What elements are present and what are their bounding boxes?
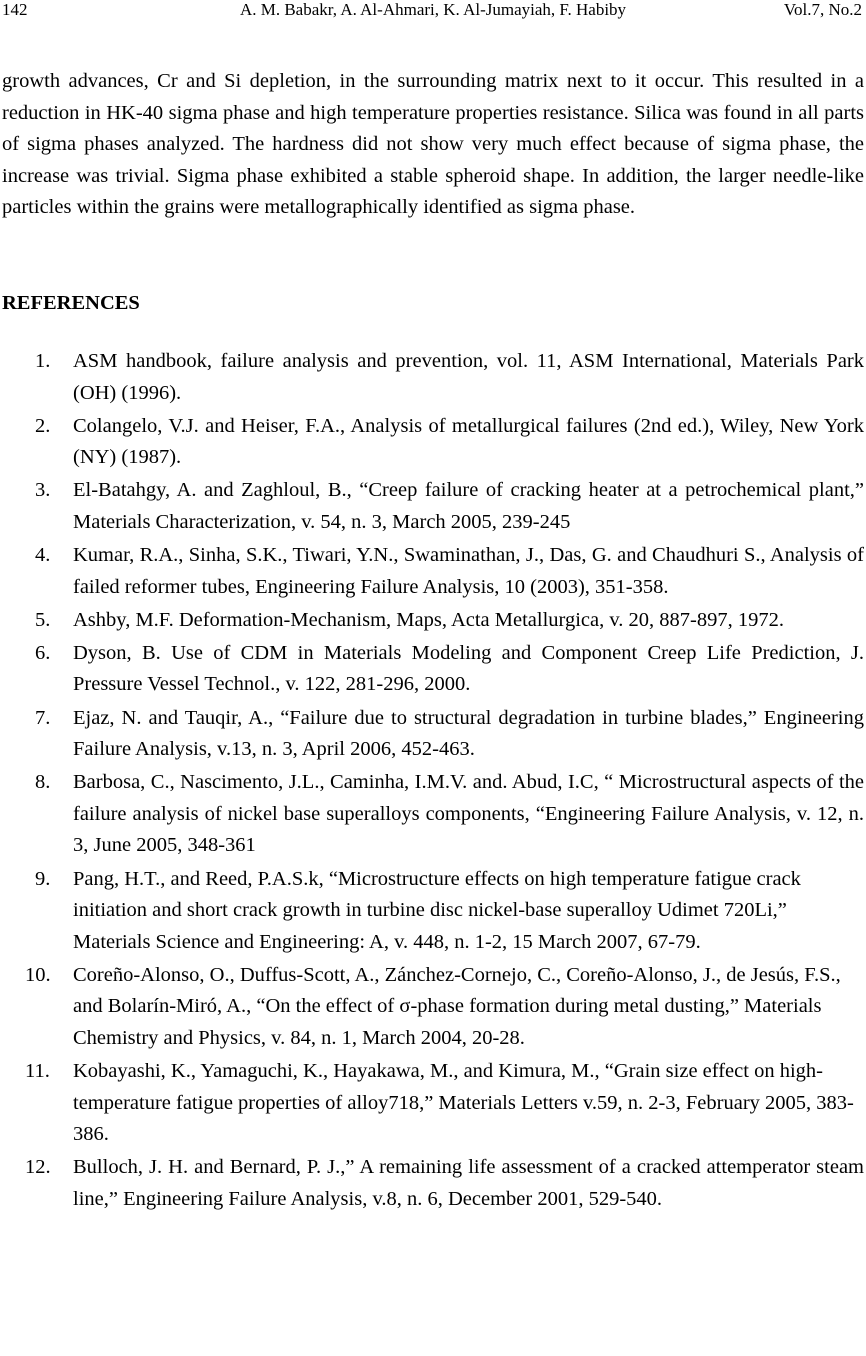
- reference-number: 12.: [25, 1156, 51, 1179]
- reference-item: [0, 960, 864, 1055]
- reference-item: [0, 1152, 864, 1215]
- reference-text: Pang, H.T., and Reed, P.A.S.k, “Microstructure effects on high temperature fatigue crack initiation and short crack growth in turbine disc nickel-base superalloy Udimet 720Li,” Materials Science and Engineering: A, v. 448, n. 1-2, 15 March 2007, 67-79.: [73, 867, 801, 953]
- reference-number: 9.: [35, 867, 51, 890]
- reference-number: 1.: [35, 350, 51, 372]
- volume-info: Vol.7, No.2: [783, 0, 862, 19]
- reference-item: [0, 540, 864, 603]
- reference-text: ASM handbook, failure analysis and prevention, vol. 11, ASM International, Materials Park (OH) (1996).: [73, 350, 864, 404]
- reference-text: Coreño-Alonso, O., Duffus-Scott, A., Zánchez-Cornejo, C., Coreño-Alonso, J., de Jesús, F.S., and Bolarín-Miró, A., “On the effect of σ-phase formation during metal dusting,” Materials Chemistry and Physics, v. 84, n. 1, March 2004, 20-28.: [73, 963, 841, 1049]
- reference-text: Barbosa, C., Nascimento, J.L., Caminha, I.M.V. and. Abud, I.C, “ Microstructural aspects of the failure analysis of nickel base superalloys components, “Engineering Failure Analysis, v. 12, n. 3, June 2005, 348-361: [73, 771, 864, 857]
- reference-text: Ashby, M.F. Deformation-Mechanism, Maps, Acta Metallurgica, v. 20, 887-897, 1972.: [73, 608, 785, 631]
- reference-number: 6.: [35, 641, 51, 664]
- reference-item: [0, 1056, 864, 1151]
- reference-text: Kobayashi, K., Yamaguchi, K., Hayakawa, M., and Kimura, M., “Grain size effect on high-temperature fatigue properties of alloy718,” Materials Letters v.59, n. 2-3, February 2005, 383-386.: [73, 1060, 854, 1146]
- reference-text: Dyson, B. Use of CDM in Materials Modeling and Component Creep Life Prediction, J. Pressure Vessel Technol., v. 122, 281-296, 2000.: [73, 641, 864, 696]
- reference-number: 7.: [35, 706, 51, 729]
- reference-text: Bulloch, J. H. and Bernard, P. J.,” A remaining life assessment of a cracked attemperator steam line,” Engineering Failure Analysis, v.8, n. 6, December 2001, 529-540.: [73, 1156, 864, 1210]
- reference-item: [0, 864, 864, 959]
- page-number: 142: [2, 0, 28, 19]
- reference-number: 2.: [35, 414, 51, 437]
- reference-item: [0, 605, 864, 637]
- running-authors: A. M. Babakr, A. Al-Ahmari, K. Al-Jumayiah, F. Habiby: [239, 0, 627, 19]
- body-paragraph: growth advances, Cr and Si depletion, in the surrounding matrix next to it occur. This resulted in a reduction in HK-40 sigma phase and high temperature properties resistance. Silica was found in all parts of sigma phases analyzed. The hardness did not show very much effect because of sigma phase, the increase was trivial. Sigma phase exhibited a stable spheroid shape. In addition, the larger needle-like particles within the grains were metallographically identified as sigma phase.: [2, 70, 864, 219]
- reference-text: El-Batahgy, A. and Zaghloul, B., “Creep failure of cracking heater at a petrochemical plant,” Materials Characterization, v. 54, n. 3, March 2005, 239-245: [73, 479, 864, 533]
- reference-item: [0, 411, 864, 474]
- reference-number: 5.: [35, 608, 51, 631]
- reference-number: 4.: [35, 544, 51, 567]
- references-list: [0, 346, 864, 1217]
- reference-number: 3.: [35, 479, 51, 502]
- reference-item: [0, 475, 864, 538]
- reference-item: [0, 703, 864, 766]
- reference-item: [0, 346, 864, 409]
- reference-text: Kumar, R.A., Sinha, S.K., Tiwari, Y.N., Swaminathan, J., Das, G. and Chaudhuri S., Analysis of failed reformer tubes, Engineering Failure Analysis, 10 (2003), 351-358.: [73, 544, 864, 598]
- reference-number: 8.: [35, 771, 51, 794]
- references-heading: REFERENCES: [2, 292, 140, 314]
- reference-item: [0, 638, 864, 701]
- reference-text: Colangelo, V.J. and Heiser, F.A., Analysis of metallurgical failures (2nd ed.), Wiley, New York (NY) (1987).: [73, 414, 864, 469]
- reference-item: [0, 767, 864, 862]
- page-header: [0, 0, 866, 22]
- reference-number: 11.: [25, 1060, 50, 1083]
- reference-number: 10.: [25, 963, 51, 986]
- reference-text: Ejaz, N. and Tauqir, A., “Failure due to structural degradation in turbine blades,” Engineering Failure Analysis, v.13, n. 3, April 2006, 452-463.: [73, 706, 864, 761]
